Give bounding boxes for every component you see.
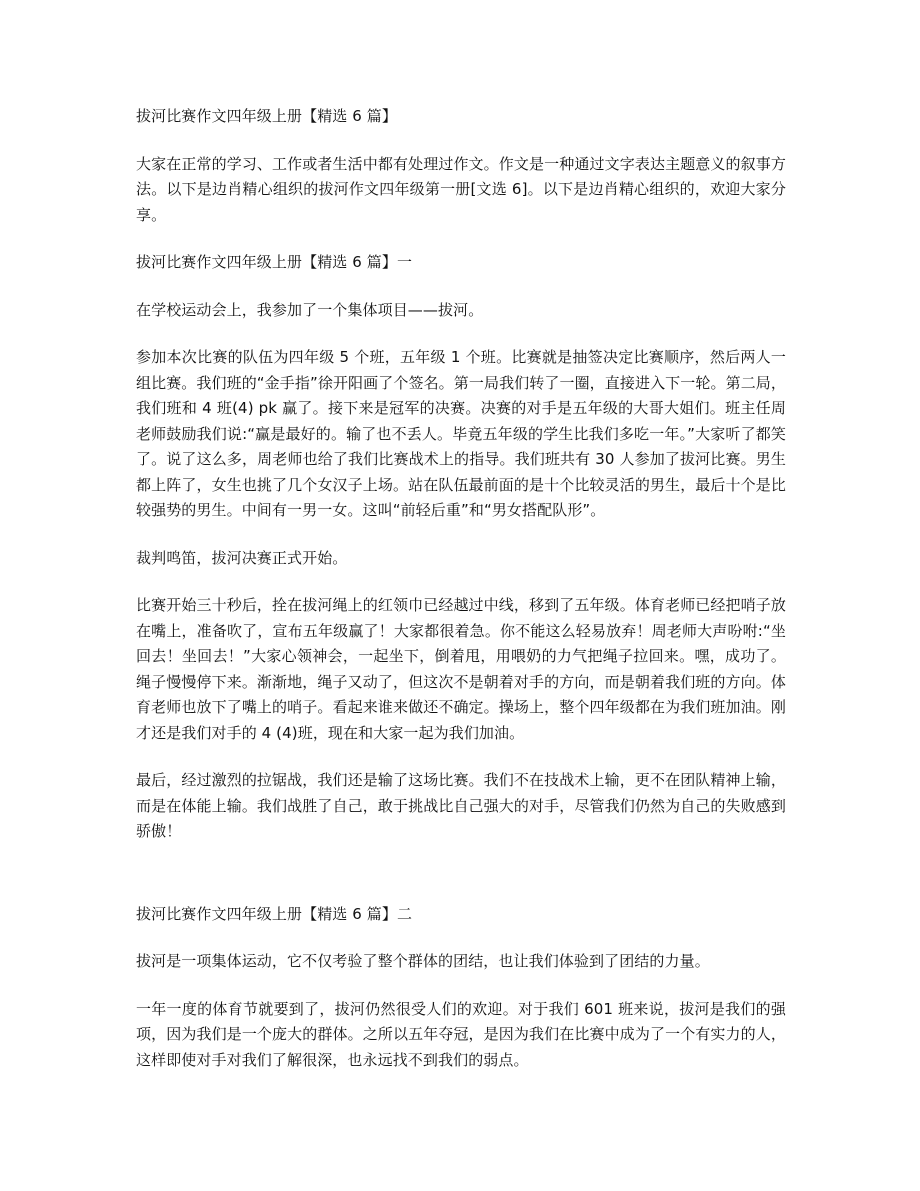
section-2-heading: 拔河比赛作文四年级上册【精选 6 篇】二 <box>136 904 413 923</box>
section-1-paragraph-3: 裁判鸣笛，拔河决赛正式开始。 <box>136 548 348 567</box>
document-page <box>136 104 786 1073</box>
section-1-paragraph-2: 参加本次比赛的队伍为四年级 5 个班，五年级 1 个班。比赛就是抽签决定比赛顺序，然后两人一组比赛。我们班的“金手指”徐开阳画了个签名。第一局我们转了一圈，直接进入下一轮。第二局，我们班和 4 班(4) pk 赢了。接下来是冠军的决赛。决赛的对手是五年级的大哥大姐们。班主任周老师鼓励我们说:“赢是最好的。输了也不丢人。毕竟五年级的学生比我们多吃一年。”大家听了都笑了。说了这么多，周老师也给了我们比赛战术上的指导。我们班共有 30 人参加了拔河比赛。男生都上阵了，女生也挑了几个女汉子上场。站在队伍最前面的是十个比较灵活的男生，最后十个是比较强势的男生。中间有一男一女。这叫“前轻后重”和“男女搭配队形”。 <box>136 348 786 519</box>
section-2-paragraph-1: 拔河是一项集体运动，它不仅考验了整个群体的团结，也让我们体验到了团结的力量。 <box>136 952 710 970</box>
section-1-heading: 拔河比赛作文四年级上册【精选 6 篇】一 <box>136 253 413 271</box>
section-2-paragraph-2: 一年一度的体育节就要到了，拔河仍然很受人们的欢迎。对于我们 601 班来说，拔河是我们的强项，因为我们是一个庞大的群体。之所以五年夺冠，是因为我们在比赛中成为了一个有实力的人，这样即使对手对我们了解很深，也永远找不到我们的弱点。 <box>136 999 786 1069</box>
intro-paragraph: 大家在正常的学习、工作或者生活中都有处理过作文。作文是一种通过文字表达主题意义的叙事方法。以下是边肖精心组织的拔河作文四年级第一册[文选 6]。以下是边肖精心组织的，欢迎大家分享。 <box>136 154 786 224</box>
section-1-paragraph-5: 最后，经过激烈的拉锯战，我们还是输了这场比赛。我们不在技战术上输，更不在团队精神上输，而是在体能上输。我们战胜了自己，敢于挑战比自己强大的对手，尽管我们仍然为自己的失败感到骄傲！ <box>136 771 786 840</box>
document-title: 拔河比赛作文四年级上册【精选 6 篇】 <box>136 107 397 125</box>
section-spacer <box>136 845 786 902</box>
section-1-paragraph-4: 比赛开始三十秒后，拴在拔河绳上的红领巾已经越过中线，移到了五年级。体育老师已经把哨子放在嘴上，准备吹了，宣布五年级赢了！大家都很着急。你不能这么轻易放弃！周老师大声吩咐:“坐回去！坐回去！”大家心领神会，一起坐下，倒着甩，用喂奶的力气把绳子拉回来。嘿，成功了。绳子慢慢停下来。渐渐地，绳子又动了，但这次不是朝着对手的方向，而是朝着我们班的方向。体育老师也放下了嘴上的哨子。看起来谁来做还不确定。操场上，整个四年级都在为我们班加油。刚才还是我们对手的 4 (4)班，现在和大家一起为我们加油。 <box>136 596 786 742</box>
section-1-paragraph-1: 在学校运动会上，我参加了一个集体项目——拔河。 <box>136 300 484 319</box>
